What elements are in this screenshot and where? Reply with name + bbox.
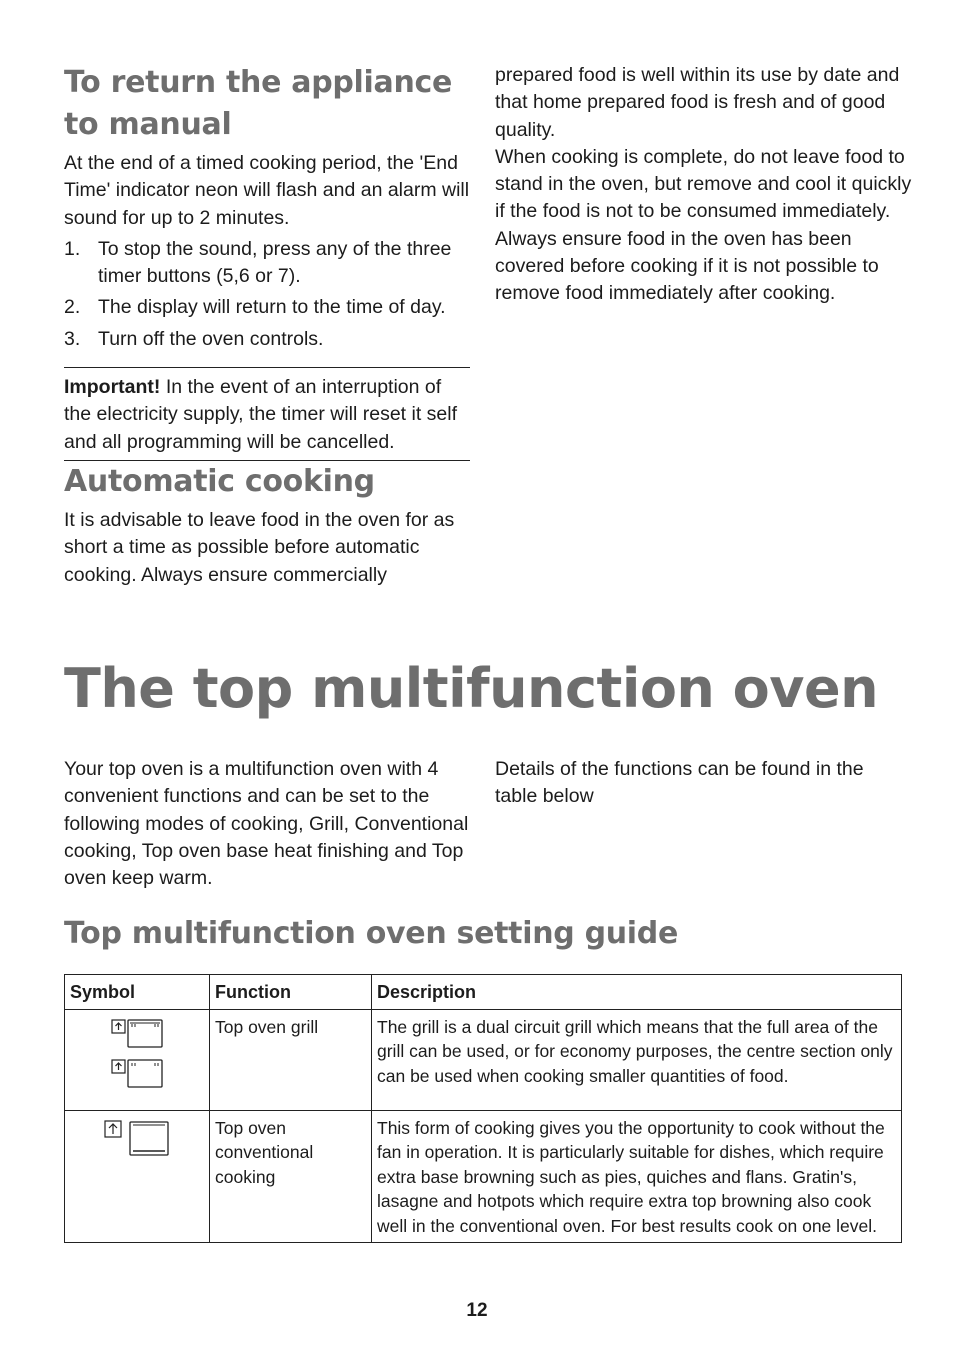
food-safety-paragraph: prepared food is well within its use by date and that home prepared food is fresh and of good quality. <box>495 64 900 141</box>
food-safety-paragraph: Always ensure food in the oven has been covered before cooking if it is not possible to remove food immediately after cooking. <box>495 227 879 305</box>
page-number: 12 <box>466 1300 488 1321</box>
table-row <box>65 1009 902 1110</box>
column-header-description: Description <box>372 975 902 1010</box>
step-number: 3. <box>64 327 81 350</box>
important-text: In the event of an interruption of the electricity supply, the timer will reset it self and all programming will be cancelled. <box>64 376 458 453</box>
list-item <box>64 236 470 291</box>
symbol-cell <box>65 1009 210 1110</box>
step-number: 1. <box>64 237 81 260</box>
page-title: The top multifunction oven <box>64 657 879 720</box>
return-intro-text: At the end of a timed cooking period, the 'End Time' indicator neon will flash and an alarm will sound for up to 2 minutes. <box>64 152 470 229</box>
table-reference-text: Details of the functions can be found in the table below <box>495 758 864 808</box>
left-column <box>64 62 470 589</box>
function-cell: Top oven grill <box>210 1009 372 1110</box>
table-header-row <box>65 975 902 1010</box>
top-oven-conventional-icon <box>104 1120 170 1158</box>
oven-intro-text: Your top oven is a multifunction oven with 4 convenient functions and can be set to the following modes of cooking, Grill, Conventional cooking, Top oven base heat finishing and Top oven keep warm. <box>64 758 469 890</box>
table-row <box>65 1110 902 1243</box>
description-cell: This form of cooking gives you the opportunity to cook without the fan in operation. It is particularly suitable for dishes, which require extra base browning such as pies, quiches and flans. Gratin's, lasagne and hotpots which require extra top browning also cook well in the conventional oven. For best results cook on one level. <box>372 1110 902 1243</box>
return-steps-list <box>64 236 470 353</box>
food-safety-paragraph: When cooking is complete, do not leave food to stand in the oven, but remove and cool it quickly if the food is not to be consumed immediately. <box>495 145 912 223</box>
important-notice <box>64 367 470 461</box>
step-text: To stop the sound, press any of the three timer buttons (5,6 or 7). <box>98 237 452 288</box>
top-oven-centre-grill-icon <box>111 1059 163 1089</box>
column-header-symbol: Symbol <box>65 975 210 1010</box>
column-header-function: Function <box>210 975 372 1010</box>
automatic-cooking-heading: Automatic cooking <box>64 463 375 499</box>
description-cell: The grill is a dual circuit grill which means that the full area of the grill can be used, or for economy purposes, the centre section only can be used when cooking smaller quantities of food. <box>372 1009 902 1110</box>
top-oven-full-grill-icon <box>111 1019 163 1049</box>
step-text: Turn off the oven controls. <box>98 327 324 350</box>
important-label: Important! <box>64 376 161 399</box>
return-to-manual-heading: To return the appliance to manual <box>64 65 453 142</box>
setting-guide-table <box>64 974 902 1243</box>
step-text: The display will return to the time of day. <box>98 296 446 319</box>
list-item <box>64 294 470 321</box>
list-item <box>64 326 470 353</box>
symbol-cell <box>65 1110 210 1243</box>
automatic-cooking-text: It is advisable to leave food in the oven for as short a time as possible before automatic cooking. Always ensure commercially <box>64 508 455 586</box>
step-number: 2. <box>64 296 81 319</box>
right-column <box>495 62 915 308</box>
setting-guide-heading: Top multifunction oven setting guide <box>64 916 679 951</box>
function-cell: Top oven conventional cooking <box>210 1110 372 1243</box>
